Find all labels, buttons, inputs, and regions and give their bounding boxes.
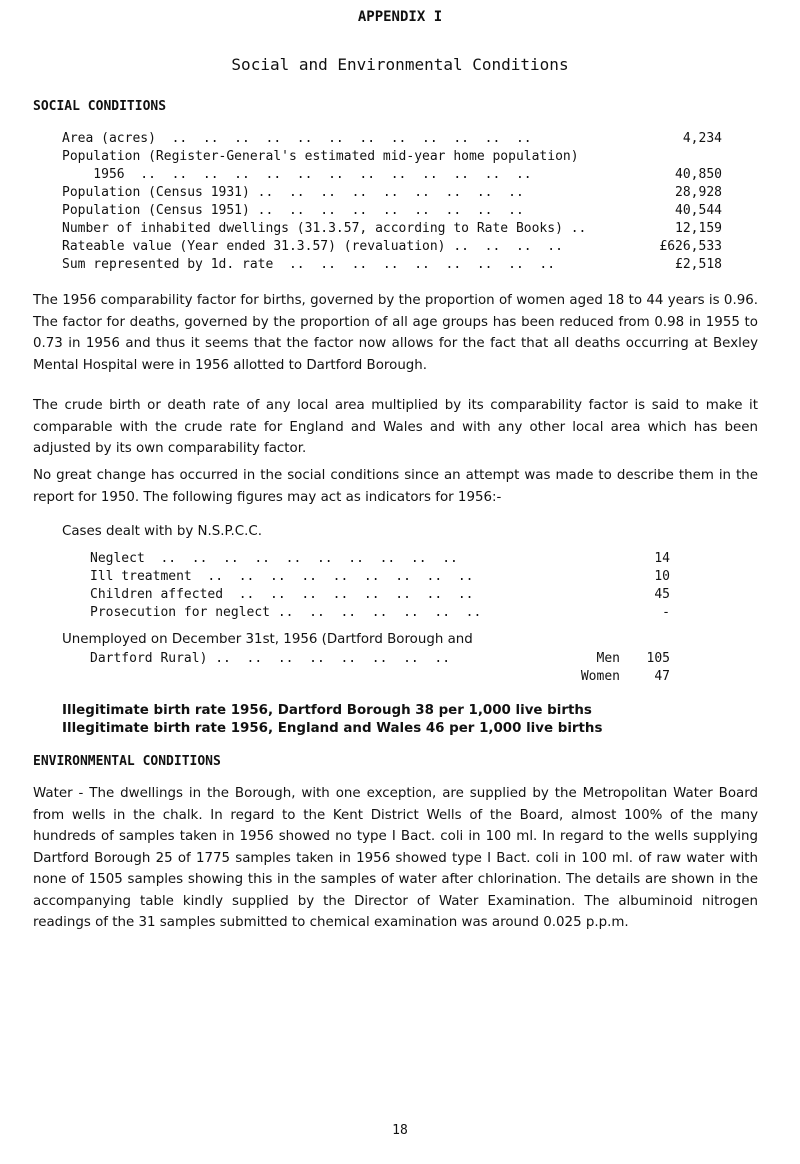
list-item: [90, 604, 670, 622]
row-label: Sum represented by 1d. rate .. .. .. .. .. .. .. .. ..: [62, 257, 556, 272]
row-label: Population (Census 1951) .. .. .. .. .. .. .. .. ..: [62, 203, 524, 218]
table-row: [62, 130, 722, 148]
list-item: [90, 550, 670, 568]
list-item: [90, 586, 670, 604]
paragraph-text: The crude birth or death rate of any local area multiplied by its comparability factor is said to make it comparable with the crude rate for England and Wales and with any other local area which has been adjusted by its own comparability factor.: [33, 398, 758, 456]
illegitimate-rate-national: Illegitimate birth rate 1956, England and Wales 46 per 1,000 live births: [62, 721, 603, 736]
social-heading: SOCIAL CONDITIONS: [33, 99, 167, 114]
water-paragraph: [33, 783, 758, 934]
case-value: -: [662, 605, 670, 620]
row-value: £2,518: [675, 257, 722, 272]
appendix-label: APPENDIX I: [357, 9, 443, 25]
row-value: 40,544: [675, 203, 722, 218]
case-label: Prosecution for neglect .. .. .. .. .. .. ..: [90, 605, 482, 620]
comparability-paragraph: [33, 290, 758, 376]
page-title: Social and Environmental Conditions: [231, 55, 569, 74]
illegitimate-rate-borough: Illegitimate birth rate 1956, Dartford Borough 38 per 1,000 live births: [62, 703, 592, 718]
row-label: Area (acres) .. .. .. .. .. .. .. .. .. .. .. ..: [62, 131, 532, 146]
row-label: Population (Census 1931) .. .. .. .. .. .. .. .. ..: [62, 185, 524, 200]
list-item: [90, 568, 670, 586]
cases-heading: Cases dealt with by N.S.P.C.C.: [62, 524, 263, 539]
environmental-heading: ENVIRONMENTAL CONDITIONS: [33, 754, 221, 769]
paragraph-text: No great change has occurred in the social conditions since an attempt was made to describe them in the report for 1950. The following figures may act as indicators for 1956:-: [33, 468, 758, 505]
unemployed-line-2: Dartford Rural) .. .. .. .. .. .. .. ..: [90, 651, 451, 666]
table-row: [62, 148, 722, 166]
women-label: Women: [580, 669, 620, 684]
case-value: 14: [654, 551, 670, 566]
row-label: Number of inhabited dwellings (31.3.57, according to Rate Books) ..: [62, 221, 587, 236]
unemployed-line-1: Unemployed on December 31st, 1956 (Dartford Borough and: [62, 632, 473, 647]
case-label: Neglect .. .. .. .. .. .. .. .. .. ..: [90, 551, 458, 566]
case-value: 10: [654, 569, 670, 584]
row-value: 4,234: [682, 131, 722, 146]
men-value: 105: [646, 651, 670, 666]
row-value: 28,928: [675, 185, 722, 200]
men-label: Men: [596, 651, 620, 666]
crude-rate-paragraph: [33, 395, 758, 460]
paragraph-text: Water - The dwellings in the Borough, with one exception, are supplied by the Metropolitan Water Board from wells in the chalk. In regard to the Kent District Wells of the Board, almost 100% of the many hundreds of samples taken in 1956 showed no type I Bact. coli in 100 ml. In regard to the wells supplying Dartford Borough 25 of 1775 samples taken in 1956 showed type I Bact. coli in 100 ml. of raw water with none of 1505 samples showing this in the samples of water after chlorination. The details are shown in the accompanying table kindly supplied by the Director of Water Examination. The albuminoid nitrogen readings of the 31 samples submitted to chemical examination was around 0.025 p.p.m.: [33, 786, 758, 930]
row-value: 12,159: [675, 221, 722, 236]
row-label: 1956 .. .. .. .. .. .. .. .. .. .. .. .. ..: [62, 167, 532, 182]
table-row: [62, 238, 722, 256]
page-number: 18: [392, 1123, 408, 1138]
table-row: [62, 256, 722, 274]
table-row: [62, 184, 722, 202]
table-row: [62, 166, 722, 184]
row-value: 40,850: [675, 167, 722, 182]
table-row: [62, 220, 722, 238]
social-change-paragraph: [33, 465, 758, 508]
case-label: Children affected .. .. .. .. .. .. .. ..: [90, 587, 474, 602]
row-label: Population (Register-General's estimated mid-year home population): [62, 149, 579, 164]
women-value: 47: [654, 669, 670, 684]
paragraph-text: The 1956 comparability factor for births, governed by the proportion of women aged 18 to 44 years is 0.96. The factor for deaths, governed by the proportion of all age groups has been reduced from 0.98 in 1955 to 0.73 in 1956 and thus it seems that the factor now allows for the fact that all deaths occurring at Bexley Mental Hospital were in 1956 allotted to Dartford Borough.: [33, 293, 758, 373]
case-label: Ill treatment .. .. .. .. .. .. .. .. ..: [90, 569, 474, 584]
row-label: Rateable value (Year ended 31.3.57) (revaluation) .. .. .. ..: [62, 239, 563, 254]
row-value: £626,533: [659, 239, 722, 254]
case-value: 45: [654, 587, 670, 602]
table-row: [62, 202, 722, 220]
